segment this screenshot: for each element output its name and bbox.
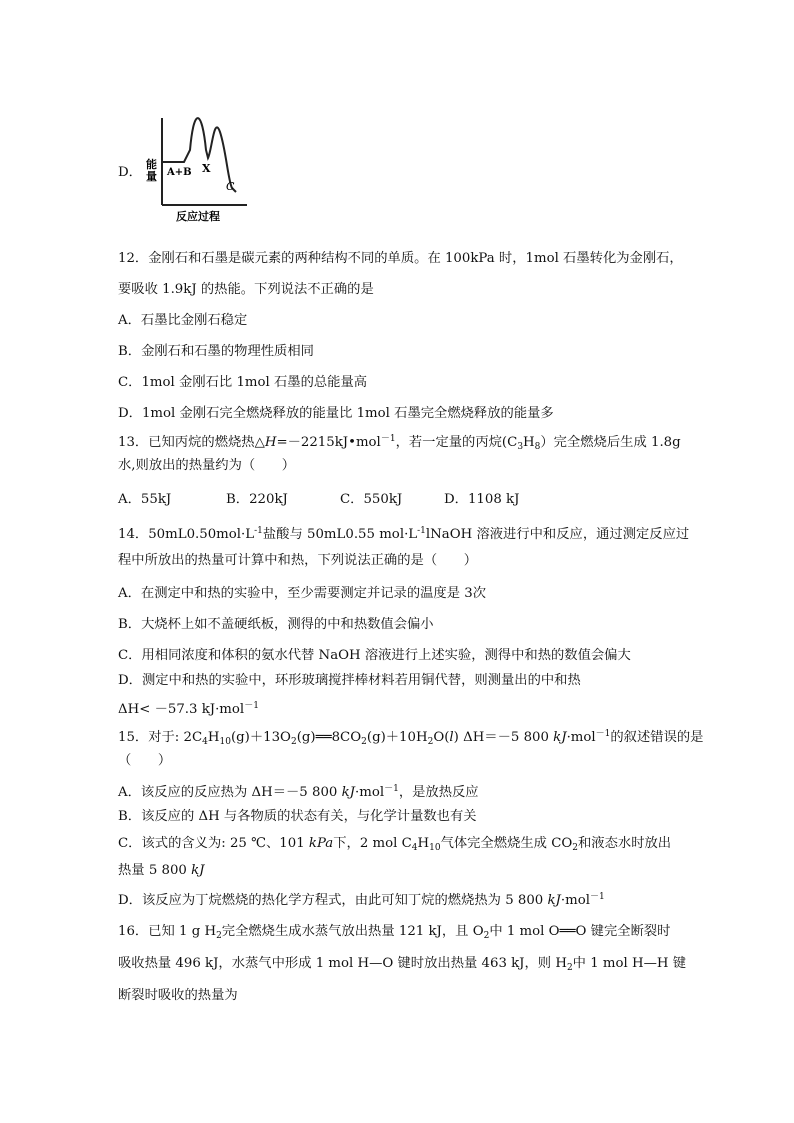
- q14-option-c: C．用相同浓度和体积的氨水代替 NaOH 溶液进行上述实验，测得中和热的数值会偏大: [118, 648, 631, 663]
- diagram-x-label: X: [202, 162, 211, 175]
- diagram-c-label: C: [226, 180, 235, 193]
- diagram-ylabel: 能量: [146, 158, 157, 183]
- q15-stem-line2: （ ）: [118, 753, 172, 768]
- q16-stem-line2: 吸收热量 496 kJ，水蒸气中形成 1 mol H—O 键时放出热量 463 kJ，则 $H_2$中 1 mol H—H 键: [118, 956, 686, 973]
- q14-option-d-line2: ΔH< －57.3 kJ·mol$^{-1}$: [118, 701, 259, 717]
- q16-stem-line1: 16．已知 1 g $H_2$完全燃烧生成水蒸气放出热量 121 kJ，且 $O_2$中 1 mol O══O 键完全断裂时: [118, 924, 671, 941]
- q14-stem-line1: 14．$50mL0.50mol\cdot L^{-1}$盐酸与 50mL0.55 $mol\cdot L^{-1}lNaOH$ 溶液进行中和反应，通过测定反应过: [118, 526, 690, 542]
- q12-option-d: D．1mol 金刚石完全燃烧释放的能量比 1mol 石墨完全燃烧释放的能量多: [118, 406, 554, 421]
- diagram-ab-label: A+B: [167, 167, 192, 178]
- q15-stem-line1: 15．对于: $2C_4H_{10}(g)+13O_2(g)══8CO_2(g)+10H_2O(l)$ ΔH＝－5 800 kJ·mol$^{-1}$的叙述错误的是: [118, 729, 704, 747]
- q14-option-a: A．在测定中和热的实验中，至少需要测定并记录的温度是 3次: [118, 586, 487, 601]
- diagram-xlabel: 反应过程: [176, 210, 220, 223]
- q12-option-b: B．金刚石和石墨的物理性质相同: [118, 344, 314, 359]
- q15-option-a: A．该反应的反应热为 ΔH＝－5 800 kJ·mol$^{-1}$，是放热反应: [118, 784, 479, 800]
- q15-option-d: D．该反应为丁烷燃烧的热化学方程式，由此可知丁烷的燃烧热为 5 800 kJ·mol$^{-1}$: [118, 892, 605, 908]
- q12-stem-line2: 要吸收 1.9kJ 的热能。下列说法不正确的是: [118, 282, 374, 297]
- q13-option-c: C．550kJ: [340, 492, 403, 507]
- q14-option-b: B．大烧杯上如不盖硬纸板，测得的中和热数值会偏小: [118, 617, 434, 632]
- q12-option-a: A．石墨比金刚石稳定: [118, 313, 248, 328]
- q13-option-d: D．1108 kJ: [444, 492, 520, 507]
- option-d-label: D．: [118, 165, 142, 180]
- q12-stem-line1: 12．金刚石和石墨是碳元素的两种结构不同的单质。在 100kPa 时，1mol 石墨转化为金刚石，: [118, 251, 683, 266]
- q13-stem-line1: 13．已知丙烷的燃烧热△H=－2215kJ•mol$^{-1}$，若一定量的丙烷$(C_3H_8)$完全燃烧后生成 1.8g: [118, 434, 681, 452]
- energy-diagram: [142, 110, 252, 225]
- q15-option-b: B．该反应的 ΔH 与各物质的状态有关，与化学计量数也有关: [118, 809, 477, 824]
- q14-option-d-line1: D．测定中和热的实验中，环形玻璃搅拌棒材料若用铜代替，则测量出的中和热: [118, 673, 581, 688]
- q13-option-b: B．220kJ: [226, 492, 288, 507]
- q12-option-c: C．1mol 金刚石比 1mol 石墨的总能量高: [118, 375, 368, 390]
- q13-option-a: A．55kJ: [118, 492, 172, 507]
- q13-stem-line2: 水,则放出的热量约为（ ）: [118, 458, 296, 473]
- q14-stem-line2: 程中所放出的热量可计算中和热，下列说法正确的是（ ）: [118, 553, 478, 568]
- q16-stem-line3: 断裂时吸收的热量为: [118, 988, 238, 1003]
- q15-option-c-line2: 热量 5 800 kJ: [118, 863, 205, 878]
- q15-option-c-line1: C．该式的含义为: 25 ℃、101 kPa下，2 mol $C_4H_{10}$气体完全燃烧生成 $CO_2$和液态水时放出: [118, 836, 672, 853]
